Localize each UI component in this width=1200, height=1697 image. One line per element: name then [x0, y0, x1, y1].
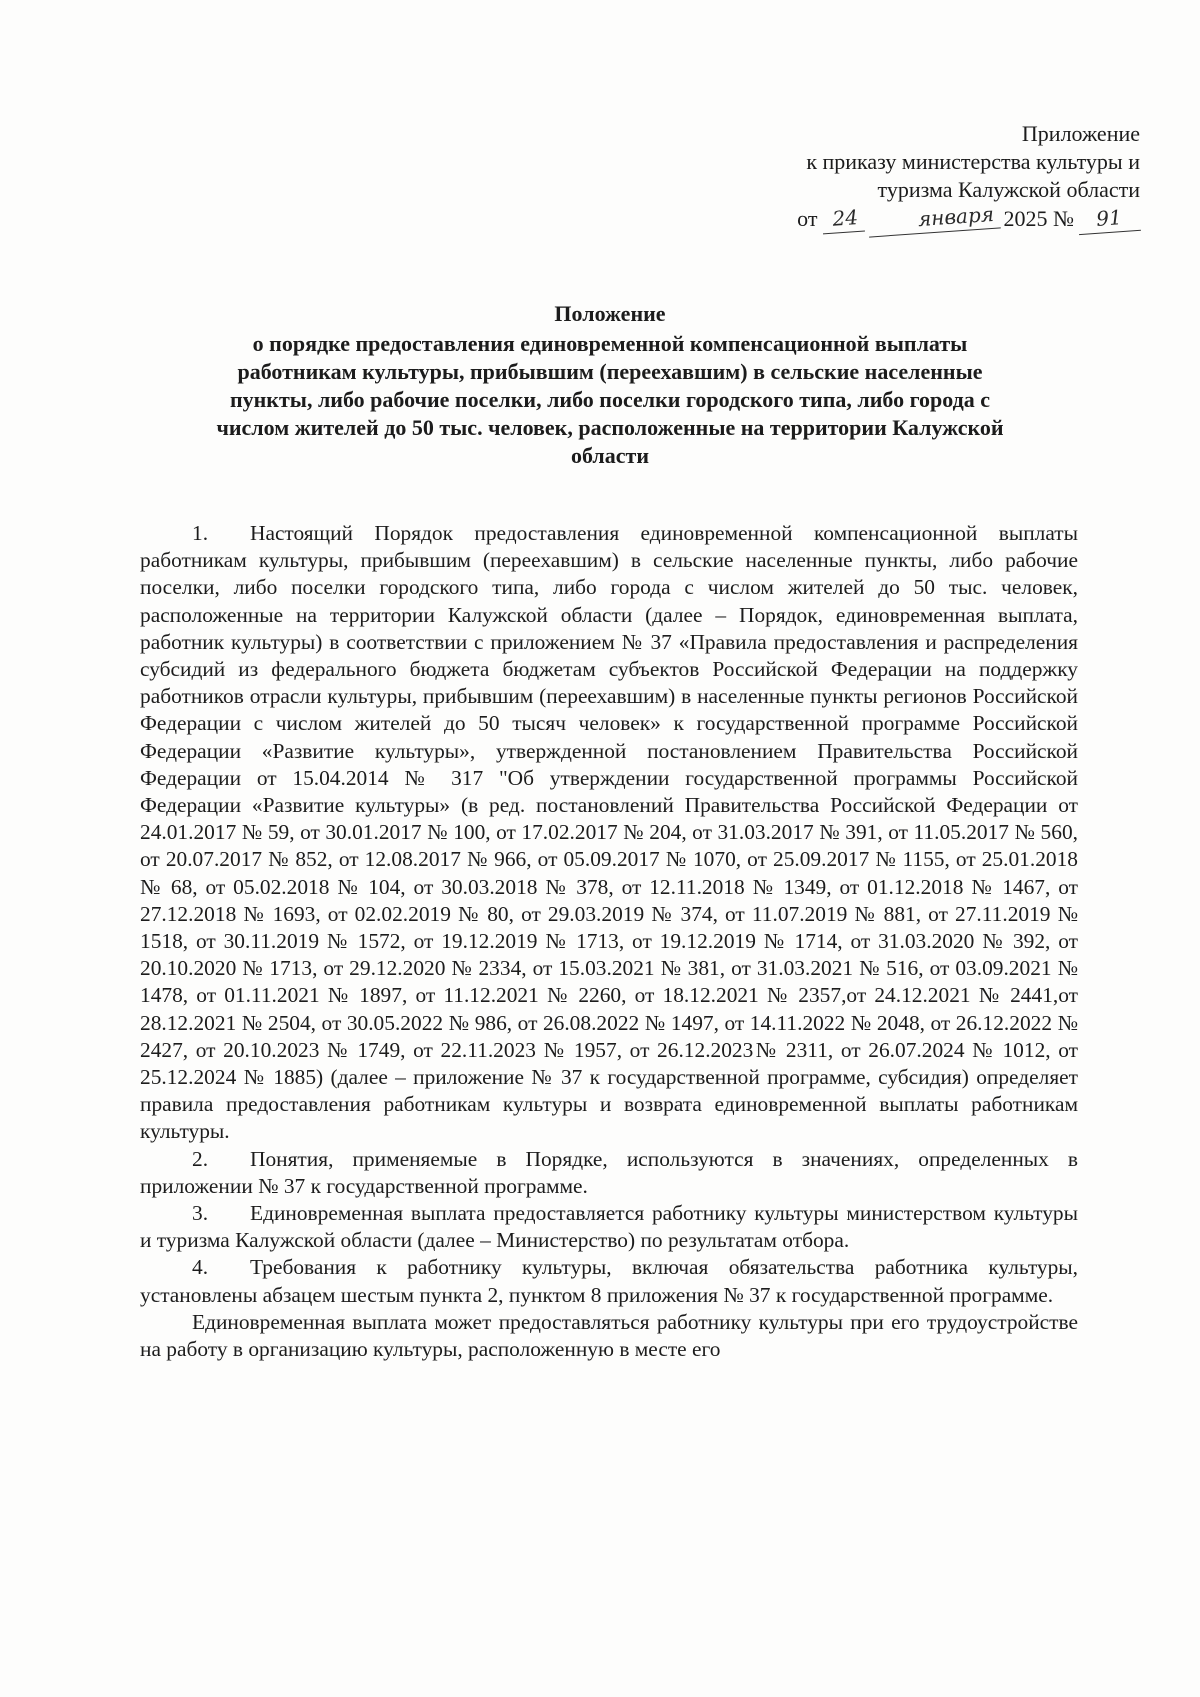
document-body: [140, 520, 1078, 1363]
paragraph-text: Единовременная выплата предоставляется работнику культуры министерством культуры и туризма Калужской области (далее – Министерство) по результатам отбора.: [140, 1201, 1078, 1253]
date-prefix: от: [797, 206, 818, 231]
paragraph-number: 3.: [192, 1201, 209, 1226]
paragraph-number: 1.: [192, 521, 209, 545]
title-line-3: пункты, либо рабочие поселки, либо поселки городского типа, либо города с: [229, 387, 991, 412]
paragraph-number: 2.: [192, 1146, 209, 1171]
appendix-order-ref: к приказу министерства культуры и: [806, 149, 1140, 174]
document-title-block: [150, 300, 1070, 470]
paragraph-5: [140, 1309, 1078, 1363]
title-line-4: числом жителей до 50 тыс. человек, расположенные на территории Калужской: [216, 415, 1004, 440]
appendix-label: Приложение: [1021, 121, 1140, 146]
paragraph-3: [140, 1200, 1078, 1254]
appendix-date-line: [700, 201, 1140, 233]
date-year: 2025 №: [1003, 206, 1074, 231]
paragraph-text: Понятия, применяемые в Порядке, используются в значениях, определенных в приложении № 37 к государственной программе.: [140, 1146, 1078, 1198]
handwritten-day: 24: [821, 203, 865, 235]
paragraph-number: 4.: [192, 1255, 209, 1280]
paragraph-2: [140, 1146, 1078, 1200]
title-line-5: области: [570, 443, 650, 468]
paragraph-text: Единовременная выплата может предоставляться работнику культуры при его трудоустройстве на работу в организацию культуры, расположенную в месте его: [140, 1309, 1078, 1362]
paragraph-4: [140, 1254, 1078, 1308]
appendix-header: [700, 120, 1140, 233]
paragraph-text: Настоящий Порядок предоставления единовременной компенсационной выплаты работникам культуры, прибывшим (переехавшим) в сельские населенные пункты, либо рабочие поселки, либо поселки городского типа, либо города с числом жителей до 50 тыс. человек, расположенные на территории Калужской области (далее – Порядок, единовременная выплата, работник культуры) в соответствии с приложением № 37 «Правила предоставления и распределения субсидий из федерального бюджета бюджетам субъектов Российской Федерации на поддержку работников отрасли культуры, прибывшим (переехавшим) в населенные пункты регионов Российской Федерации с числом жителей до 50 тысяч человек» к государственной программе Российской Федерации «Развитие культуры», утвержденной постановлением Правительства Российской Федерации от 15.04.2014 № 317 "Об утверждении государственной программы Российской Федерации «Развитие культуры» (в ред. постановлений Правительства Российской Федерации от 24.01.2017 № 59, от 30.01.2017 № 100, от 17.02.2017 № 204, от 31.03.2017 № 391, от 11.05.2017 № 560, от 20.07.2017 № 852, от 12.08.2017 № 966, от 05.09.2017 № 1070, от 25.09.2017 № 1155, от 25.01.2018 № 68, от 05.02.2018 № 104, от 30.03.2018 № 378, от 12.11.2018 № 1349, от 01.12.2018 № 1467, от 27.12.2018 № 1693, от 02.02.2019 № 80, от 29.03.2019 № 374, от 11.07.2019 № 881, от 27.11.2019 № 1518, от 30.11.2019 № 1572, от 19.12.2019 № 1713, от 19.12.2019 № 1714, от 31.03.2020 № 392, от 20.10.2020 № 1713, от 29.12.2020 № 2334, от 15.03.2021 № 381, от 31.03.2021 № 516, от 03.09.2021 № 1478, от 01.11.2021 № 1897, от 11.12.2021 № 2260, от 18.12.2021 № 2357,от 24.12.2021 № 2441,от 28.12.2021 № 2504, от 30.05.2022 № 986, от 26.08.2022 № 1497, от 14.11.2022 № 2048, от 26.12.2022 № 2427, от 20.10.2023 № 1749, от 22.11.2023 № 1957, от 26.12.2023№ 2311, от 26.07.2024 № 1012, от 25.12.2024 № 1885) (далее – приложение № 37 к государственной программе, субсидия) определяет правила предоставления работникам культуры и возврата единовременной выплаты работникам культуры.: [140, 521, 1078, 1144]
paragraph-text: Требования к работнику культуры, включая обязательства работника культуры, установлены абзацем шестым пункта 2, пунктом 8 приложения № 37 к государственной программе.: [140, 1255, 1078, 1307]
appendix-ministry: туризма Калужской области: [877, 177, 1140, 202]
handwritten-month: января: [867, 199, 1001, 237]
paragraph-1: [140, 520, 1078, 1146]
handwritten-order-number: 91: [1077, 202, 1141, 235]
title-line-2: работникам культуры, прибывшим (переехавшим) в сельские населенные: [237, 359, 983, 384]
document-title: Положение: [554, 301, 666, 326]
title-line-1: о порядке предоставления единовременной компенсационной выплаты: [252, 331, 968, 356]
